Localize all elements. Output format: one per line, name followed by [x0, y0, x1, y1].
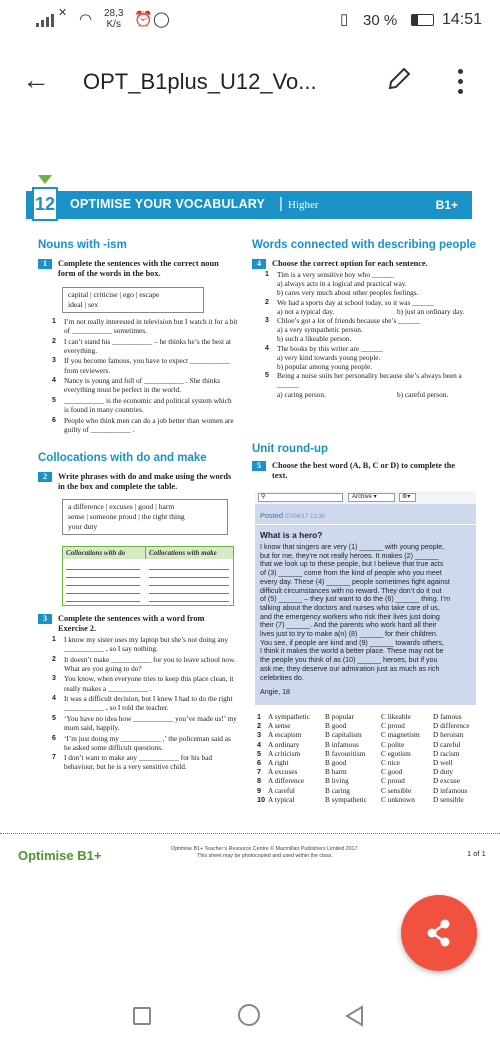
- heading-describing-people: Words connected with describing people: [252, 239, 477, 251]
- option-choice: B harm: [325, 767, 347, 777]
- list-item: [265, 371, 473, 399]
- blog-line: their (7) ______. And the parents who work hard all their: [260, 621, 437, 630]
- list-item: [265, 344, 473, 372]
- option-a: a) caring person.: [277, 389, 326, 399]
- option-choice: B capitalism: [325, 730, 362, 740]
- option-choice: D heroism: [433, 730, 464, 740]
- item-number: 3: [52, 357, 56, 365]
- item-number: 6: [52, 416, 56, 424]
- blog-line: every day. These (4) ______ people sometimes fight against: [260, 577, 450, 586]
- table-header-make: Collocations with make: [145, 547, 233, 559]
- option-choice: D famous: [433, 712, 462, 721]
- option-choice: B living: [325, 776, 349, 786]
- option-choice: A excuses: [268, 767, 298, 777]
- blog-line: and the emergency workers who risk their lives just doing: [260, 612, 440, 621]
- option-choice: C polite: [381, 739, 405, 749]
- option-choice: D racism: [433, 748, 460, 758]
- option-choice: C nice: [381, 757, 400, 767]
- option-number: 9: [257, 785, 262, 795]
- more-options-icon[interactable]: [458, 69, 466, 99]
- page-footer: [0, 833, 500, 875]
- page-count: 1 of 1: [467, 849, 486, 858]
- exercise-3-items: [52, 635, 238, 773]
- option-choice: B caring: [325, 785, 350, 795]
- item-number: 5: [52, 714, 56, 722]
- list-item: [52, 635, 238, 653]
- wifi-icon: ◠: [79, 11, 93, 28]
- option-a: a) always acts in a logical and practical way.: [277, 279, 407, 289]
- unit-number: 12: [32, 187, 58, 221]
- blog-line: but for me, they’re not really heroes. It makes (2) ______: [260, 551, 439, 560]
- item-number: 3: [265, 317, 269, 325]
- list-item: [52, 317, 238, 335]
- exercise-2-instruction: 2 Write phrases with do and make using the words in the box and complete the table.: [38, 472, 238, 492]
- option-choice: D well: [433, 757, 453, 767]
- option-number: 2: [257, 721, 262, 731]
- option-choice: A sympathetic: [268, 712, 310, 721]
- search-icon: ⚲: [261, 494, 266, 500]
- item-text: I know my sister uses my laptop but she’s not doing any ___________ , so I say nothing.: [64, 635, 228, 654]
- exercise-1-items: [52, 317, 238, 435]
- share-icon: [401, 895, 477, 971]
- signal-icon: [36, 14, 54, 27]
- battery-icon: [411, 14, 434, 26]
- item-text: The books by this writer are ______: [277, 343, 383, 353]
- vibrate-icon: ▯: [340, 11, 349, 28]
- option-number: 10: [257, 794, 266, 804]
- item-text: Chloe’s got a lot of friends because she’s ______: [277, 316, 421, 326]
- exercise-1-instruction: 1 Complete the sentences with the correct noun form of the words in the box.: [38, 259, 234, 279]
- list-item: [265, 316, 473, 344]
- option-choice: B favouritism: [325, 748, 366, 758]
- item-number: 4: [52, 377, 56, 385]
- item-text: People who think men can do a job better than women are guilty of ___________ .: [64, 415, 234, 434]
- home-button[interactable]: [238, 1004, 260, 1026]
- option-choice: D careful: [433, 739, 461, 749]
- heading-unit-roundup: Unit round-up: [252, 443, 329, 455]
- item-number: 2: [52, 655, 56, 663]
- blog-body: [260, 543, 472, 682]
- item-number: 5: [265, 372, 269, 380]
- item-text: Nancy is young and full of ___________ . She thinks everything must be perfect in the world.: [64, 376, 221, 395]
- option-b: b) cares very much about other peoples feelings.: [277, 288, 419, 298]
- exercise-5-instruction: 5 Choose the best word (A, B, C or D) to complete the text.: [252, 461, 474, 481]
- blog-line: of (5) ______ – they just want to do the (6) ______ thing. I’m: [260, 595, 451, 604]
- blog-line: You see, if people are kind and (9) ______ towards others,: [260, 638, 444, 647]
- option-choice: B infamous: [325, 739, 359, 749]
- option-choice: D infamous: [433, 785, 468, 795]
- banner-subtitle: Higher: [288, 199, 319, 211]
- whatsapp-icon: ◯: [153, 11, 170, 28]
- item-text: Tim is a very sensitive boy who ______: [277, 270, 394, 279]
- option-b: b) such a likeable person.: [277, 334, 352, 344]
- option-choice: C likeable: [381, 712, 411, 721]
- list-item: [52, 655, 238, 673]
- item-text: You know, when everyone tries to keep this place clean, it really makes a ___________ .: [64, 674, 234, 693]
- blog-search-input[interactable]: [258, 493, 343, 502]
- option-choice: A right: [268, 757, 289, 767]
- item-text: I don’t want to make any ___________ for his bad behaviour, but he is a very sensitive child.: [64, 753, 213, 772]
- list-item: [52, 753, 238, 771]
- option-choice: B good: [325, 721, 347, 731]
- item-number: 1: [52, 318, 56, 325]
- collocations-table: [62, 546, 234, 606]
- option-choice: D duty: [433, 767, 454, 777]
- item-text: I’m not really interested in television but I watch it for a bit of ___________ sometimes.: [64, 317, 238, 336]
- option-choice: C good: [381, 767, 403, 777]
- unit-banner: 12 OPTIMISE YOUR VOCABULARY | Higher B1+: [26, 191, 472, 219]
- option-choice: C proud: [381, 776, 405, 786]
- option-choice: A criticism: [268, 748, 301, 758]
- blog-line: ask me, they deserve our admiration just as much as rich: [260, 664, 440, 673]
- app-bar: [0, 42, 500, 122]
- footer-copyright: Optimise B1+ Teacher’s Resource Centre © Macmillan Publishers Limited 2017. This sheet may be photocopied and used within the class.: [171, 846, 359, 859]
- clock: 14:51: [442, 11, 483, 28]
- heading-collocations: Collocations with do and make: [38, 452, 207, 464]
- option-number: 5: [257, 748, 262, 758]
- list-item: [52, 674, 238, 692]
- option-choice: D sensible: [433, 794, 464, 804]
- option-number: 3: [257, 730, 262, 740]
- heading-nouns: Nouns with -ism: [38, 239, 127, 251]
- blog-toolbar: [255, 491, 476, 504]
- list-item: [52, 694, 238, 712]
- list-item: [265, 298, 473, 316]
- footer-brand: Optimise B1+: [18, 848, 102, 863]
- option-choice: B popular: [325, 712, 354, 721]
- blog-line: that we look up to these people, but I believe that true acts: [260, 560, 444, 569]
- settings-dropdown[interactable]: ⚙▾: [399, 493, 416, 502]
- item-text: It doesn’t make ___________ for you to leave school now. What are you going to do?: [64, 654, 236, 673]
- no-signal-icon: ✕: [58, 7, 68, 19]
- blog-question: What is a hero?: [260, 530, 323, 540]
- option-choice: A careful: [268, 785, 295, 795]
- item-text: Being a nurse suits her personality because she’s always been a ______: [277, 371, 462, 390]
- item-text: ‘I’m just doing my ___________ ,’ the policeman said as he asked some difficult questions.: [64, 733, 231, 752]
- option-choice: C egotism: [381, 748, 411, 758]
- option-a: a) very kind towards young people.: [277, 352, 381, 362]
- item-text: If you become famous, you have to expect ___________ from reviewers.: [64, 356, 230, 375]
- word-box-2: a difference | excuses | good | harm sense | someone proud | the right thing your duty: [62, 499, 228, 535]
- option-number: 1: [257, 712, 262, 721]
- alarm-icon: ⏰: [134, 11, 153, 28]
- exercise-4-instruction: 4 Choose the correct option for each sentence.: [252, 259, 474, 269]
- list-item: [52, 734, 238, 752]
- option-choice: C proud: [381, 721, 405, 731]
- option-choice: B good: [325, 757, 347, 767]
- option-choice: A difference: [268, 776, 305, 786]
- blog-post: [255, 491, 476, 705]
- list-item: [52, 356, 238, 374]
- battery-percent: 30 %: [363, 12, 398, 29]
- option-choice: D excuse: [433, 776, 460, 786]
- list-item: [52, 714, 238, 732]
- option-choice: D difference: [433, 721, 470, 731]
- item-number: 1: [52, 636, 56, 643]
- option-choice: C magnetism: [381, 730, 420, 740]
- option-number: 7: [257, 767, 262, 777]
- list-item: [52, 416, 238, 434]
- banner-level: B1+: [435, 198, 458, 212]
- option-choice: A escapism: [268, 730, 302, 740]
- exercise-3-instruction: 3 Complete the sentences with a word from Exercise 2.: [38, 614, 238, 634]
- list-item: [52, 376, 238, 394]
- exercise-4-items: [265, 270, 473, 399]
- option-b: b) popular among young people.: [277, 362, 373, 372]
- list-item: [52, 337, 238, 355]
- document-page: [0, 163, 500, 875]
- option-b: b) just an ordinary day.: [397, 306, 465, 316]
- item-number: 7: [52, 754, 56, 762]
- item-number: 6: [52, 734, 56, 742]
- item-number: 2: [265, 298, 269, 306]
- option-choice: C unknown: [381, 794, 415, 804]
- network-speed: 28,3 K/s: [104, 8, 124, 30]
- blog-line: of (3) ______ come from the kind of people who you meet: [260, 569, 442, 578]
- list-item: [265, 270, 473, 298]
- edit-pencil-icon[interactable]: [386, 66, 412, 92]
- item-text: ‘You have no idea how ___________ you’ve made us!’ my mum said, happily.: [64, 713, 237, 733]
- blog-line: difficult circumstances with no reward. They don’t do it out: [260, 586, 442, 595]
- item-number: 4: [265, 344, 269, 352]
- post-meta: Posted 07/06/17 13:30: [260, 511, 326, 520]
- item-number: 2: [52, 337, 56, 345]
- gear-icon: ⚙: [402, 494, 408, 500]
- table-header-do: Collocations with do: [63, 547, 145, 559]
- share-button[interactable]: [401, 895, 477, 971]
- item-number: 3: [52, 675, 56, 683]
- back-arrow-icon[interactable]: ←: [22, 64, 50, 95]
- option-choice: A sense: [268, 721, 291, 731]
- item-text: ___________ is the economic and political system which is found in many countries.: [64, 395, 232, 415]
- blog-line: lives just to try to make a(n) (8) ______ for their children.: [260, 630, 438, 639]
- blog-line: I think it makes the world a better place. These may not be: [260, 647, 444, 656]
- option-choice: A ordinary: [268, 739, 300, 749]
- word-box-1: capital | criticise | ego | escape ideal | sex: [62, 287, 204, 313]
- document-title: OPT_B1plus_U12_Vo...: [83, 69, 317, 94]
- list-item: [52, 396, 238, 414]
- back-button[interactable]: [344, 1005, 366, 1027]
- system-nav-bar: [0, 990, 500, 1055]
- item-text: I can’t stand his ___________ – he thinks he’s the best at everything.: [64, 336, 232, 355]
- blog-line: the people you think of as (10) ______ heroes, but if you: [260, 656, 438, 665]
- archive-dropdown[interactable]: Archive ▾: [348, 493, 395, 502]
- item-number: 4: [52, 695, 56, 703]
- blog-signature: Angie, 18: [260, 688, 290, 696]
- option-choice: B sympathetic: [325, 794, 367, 804]
- option-number: 8: [257, 776, 262, 786]
- blog-line: talking about the doctors and nurses who take care of us,: [260, 603, 440, 612]
- blog-line: I know that singers are very (1) ______ with young people,: [260, 543, 445, 551]
- option-number: 6: [257, 757, 262, 767]
- item-text: It was a difficult decision, but I knew I had to do the right ___________ , so I told the teacher.: [64, 694, 233, 713]
- page-marker-icon: [38, 175, 52, 184]
- status-bar: [0, 0, 500, 42]
- banner-title: OPTIMISE YOUR VOCABULARY: [70, 197, 266, 211]
- recent-apps-button[interactable]: [133, 1007, 151, 1025]
- item-number: 5: [52, 396, 56, 404]
- option-a: a) a very sympathetic person.: [277, 325, 363, 335]
- option-choice: C sensible: [381, 785, 412, 795]
- option-number: 4: [257, 739, 262, 749]
- option-b: b) careful person.: [397, 389, 449, 399]
- item-number: 1: [265, 271, 269, 278]
- item-text: We had a sports day at school today, so it was ______: [277, 297, 435, 307]
- blog-line: celebrities do.: [260, 673, 304, 682]
- option-choice: A typical: [268, 794, 295, 804]
- option-a: a) not a typical day.: [277, 306, 335, 316]
